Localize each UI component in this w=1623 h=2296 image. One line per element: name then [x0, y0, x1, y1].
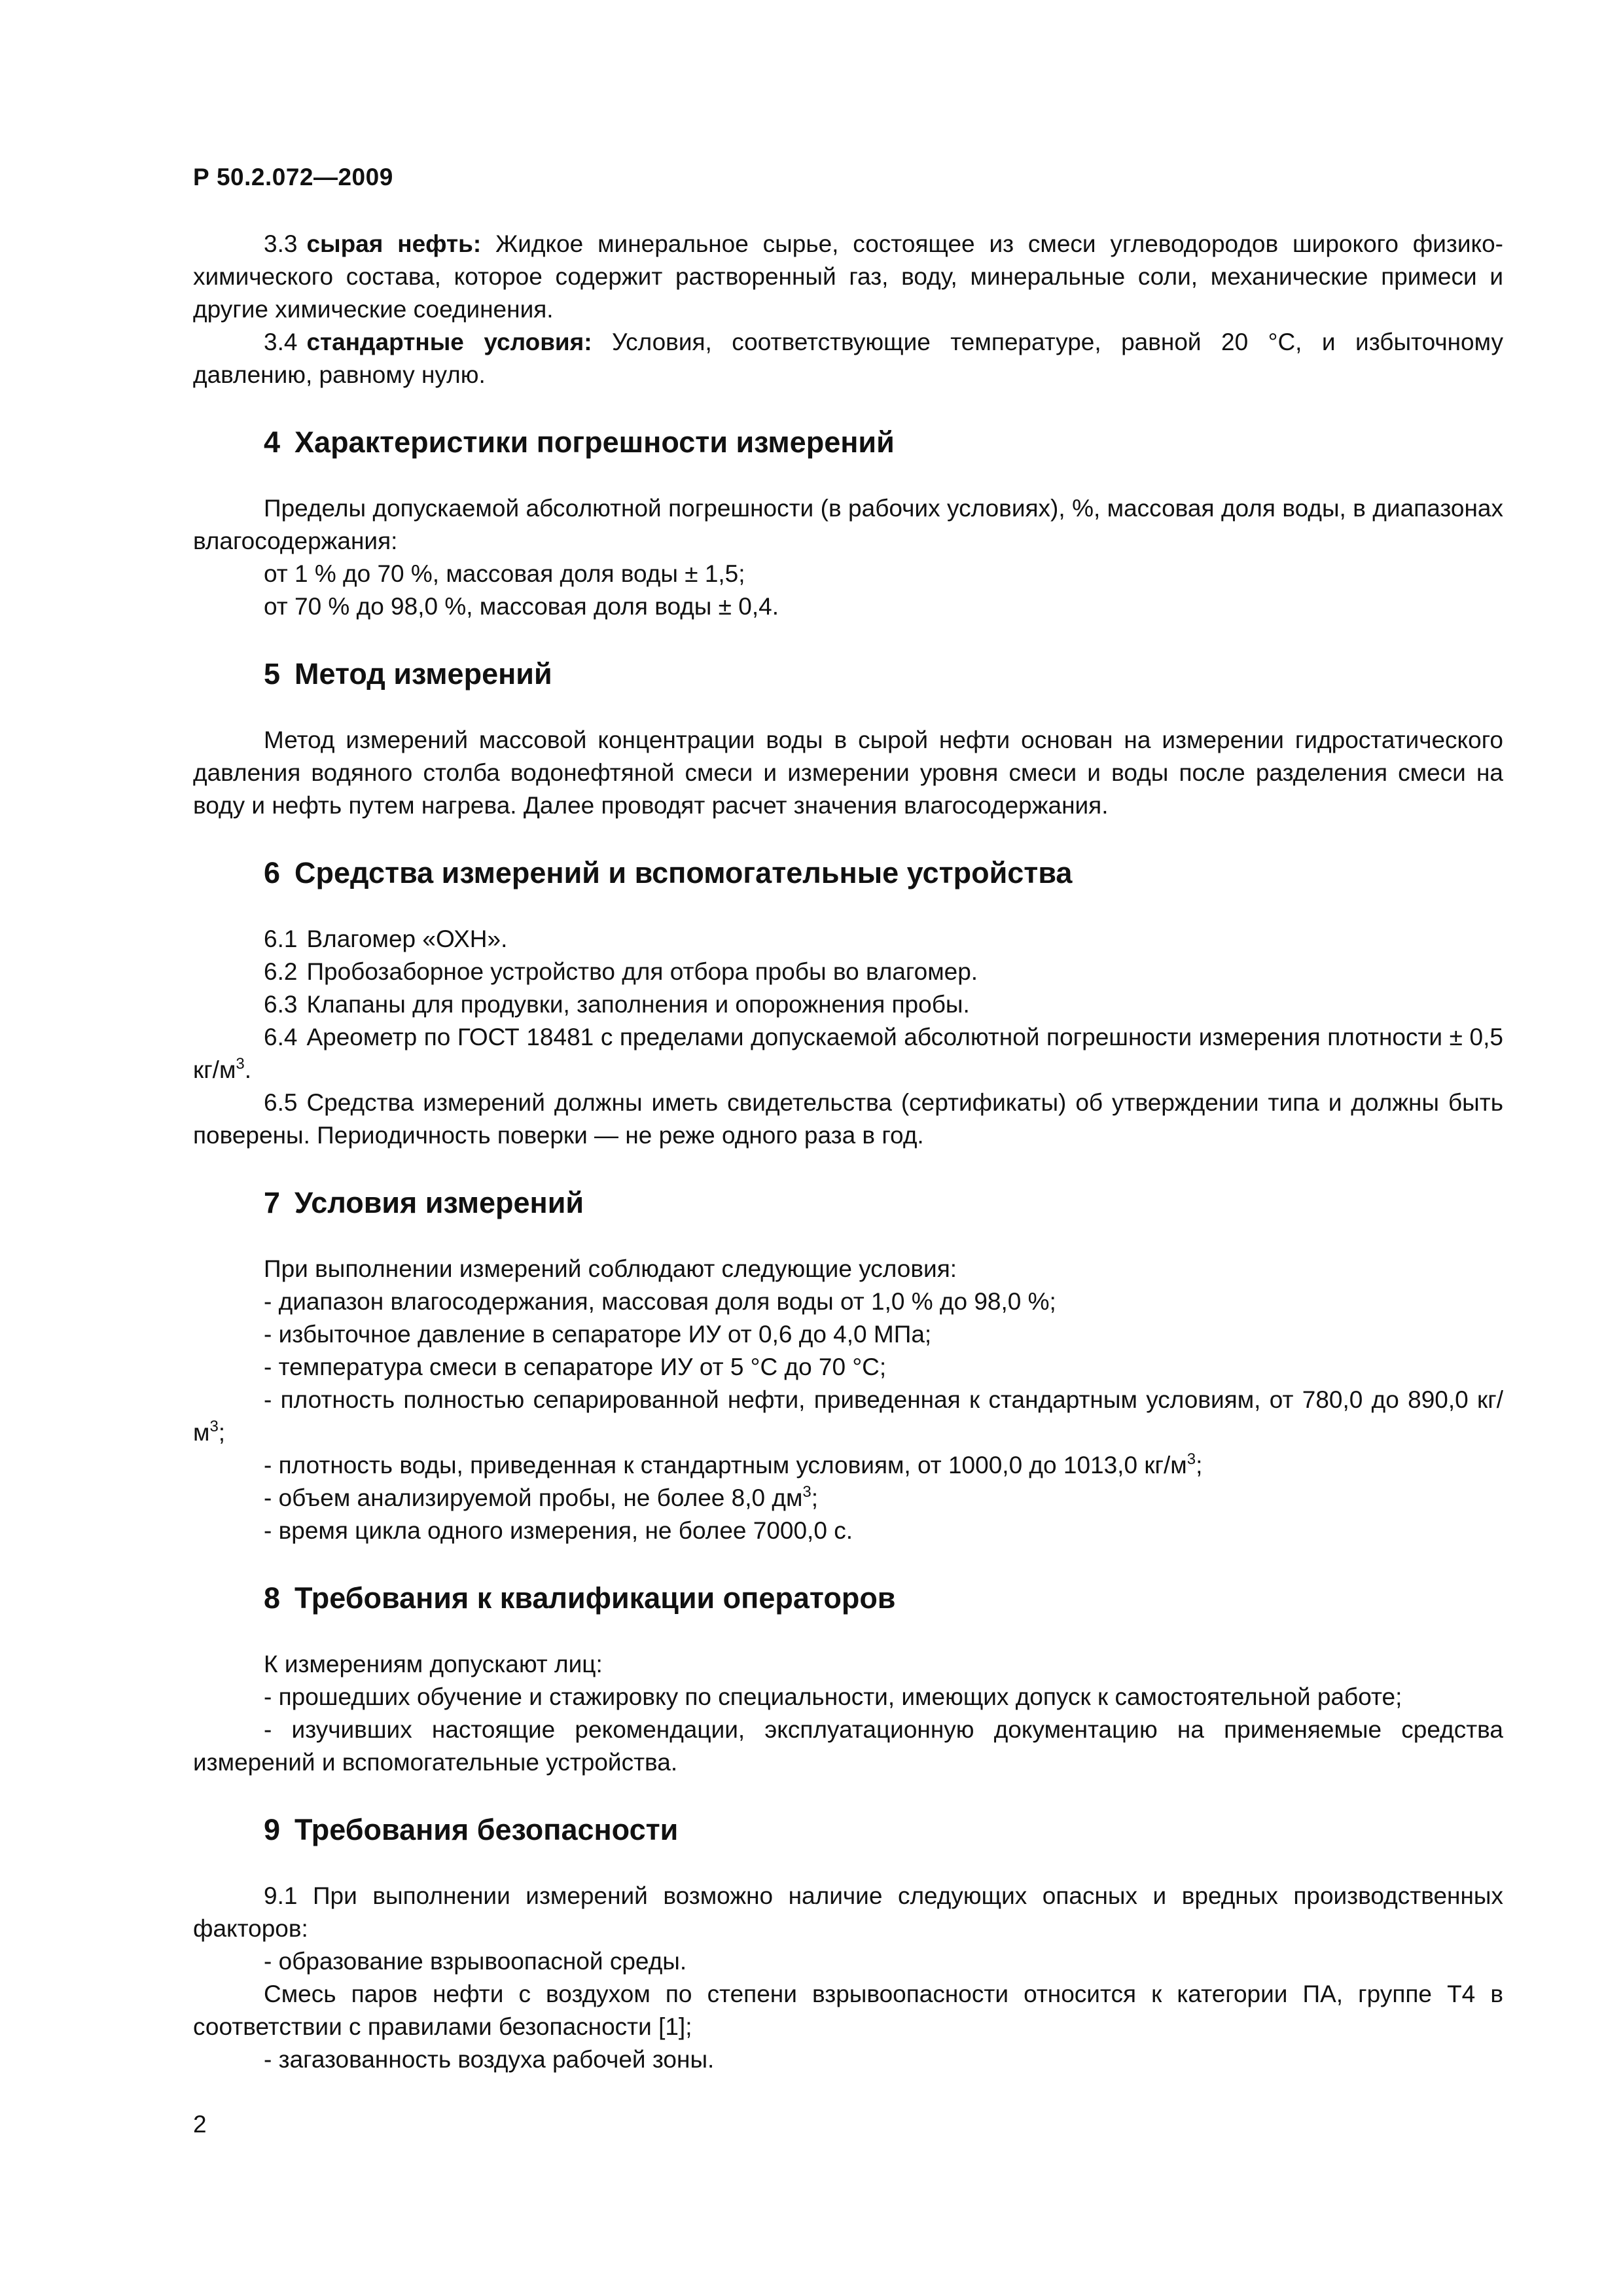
- condition-item: [193, 1384, 1503, 1449]
- clause-text: Пробозаборное устройство для отбора пробы во влагомер.: [306, 958, 978, 985]
- clause-tail: .: [244, 1056, 252, 1083]
- condition-text: - объем анализируемой пробы, не более 8,0 дм: [264, 1484, 803, 1511]
- hazard-item: - образование взрывоопасной среды.: [264, 1948, 687, 1975]
- superscript: 3: [1186, 1450, 1196, 1468]
- section-5-text: Метод измерений массовой концентрации воды в сырой нефти основан на измерении гидростатического давления водяного столба водонефтяной смеси и измерении уровня смеси и воды после разделения смеси на воду и нефть путем нагрева. Далее проводят расчет значения влагосодержания.: [193, 726, 1503, 819]
- term-standard-conditions: стандартные условия:: [306, 329, 592, 355]
- condition-item: - время цикла одного измерения, не более 7000,0 с.: [264, 1517, 853, 1544]
- condition-tail: ;: [811, 1484, 819, 1511]
- section-title: Метод измерений: [294, 657, 552, 691]
- clause-6-3: [193, 988, 1503, 1021]
- condition-tail: ;: [1196, 1452, 1203, 1479]
- clause-number: 6.3: [264, 991, 298, 1018]
- section-title: Характеристики погрешности измерений: [294, 425, 895, 459]
- section-heading-6: [193, 853, 1503, 893]
- paragraph-3-3: [193, 228, 1503, 326]
- explosion-category-text: Смесь паров нефти с воздухом по степени взрывоопасности относится к категории ПА, группе Т4 в соответствии с правилами безопасности [1];: [193, 1981, 1503, 2040]
- section-heading-5: [193, 655, 1503, 694]
- section-title: Средства измерений и вспомогательные устройства: [294, 856, 1073, 889]
- section-7-intro: При выполнении измерений соблюдают следующие условия:: [264, 1255, 957, 1282]
- condition-text: - плотность полностью сепарированной нефти, приведенная к стандартным условиям, от 780,0 до 890,0 кг/м: [193, 1386, 1503, 1446]
- condition-text: - плотность воды, приведенная к стандартным условиям, от 1000,0 до 1013,0 кг/м: [264, 1452, 1187, 1479]
- clause-text: Средства измерений должны иметь свидетельства (сертификаты) об утверждении типа и должны быть поверены. Периодичность поверки — не реже одного раза в год.: [193, 1089, 1503, 1149]
- section-number: 8: [264, 1581, 281, 1615]
- condition-item: - температура смеси в сепараторе ИУ от 5 °С до 70 °С;: [264, 1354, 887, 1380]
- section-4-intro: Пределы допускаемой абсолютной погрешности (в рабочих условиях), %, массовая доля воды, в диапазонах влагосодержания:: [193, 495, 1503, 554]
- clause-9-1: 9.1 При выполнении измерений возможно наличие следующих опасных и вредных производственных факторов:: [193, 1882, 1503, 1942]
- hazard-item: - загазованность воздуха рабочей зоны.: [264, 2046, 715, 2073]
- section-number: 7: [264, 1186, 281, 1219]
- definition-text: Условия, соответствующие температуре, равной 20 °С, и избыточному давлению, равному нулю.: [193, 329, 1503, 388]
- section-number: 5: [264, 657, 281, 691]
- section-number: 4: [264, 425, 281, 459]
- term-crude-oil: сырая нефть:: [306, 230, 482, 257]
- page-number: 2: [193, 2111, 207, 2138]
- definition-text: Жидкое минеральное сырье, состоящее из смеси углеводородов широкого физико-химического состава, которое содержит растворенный газ, воду, минеральные соли, механические примеси и другие химические соединения.: [193, 230, 1503, 323]
- clause-text: Влагомер «ОХН».: [306, 925, 508, 952]
- condition-item: - избыточное давление в сепараторе ИУ от 0,6 до 4,0 МПа;: [264, 1321, 932, 1348]
- condition-item: - диапазон влагосодержания, массовая доля воды от 1,0 % до 98,0 %;: [264, 1288, 1056, 1315]
- clause-number: 6.1: [264, 925, 298, 952]
- section-4-range-1: от 1 % до 70 %, массовая доля воды ± 1,5;: [264, 560, 745, 587]
- superscript: 3: [209, 1418, 219, 1435]
- section-4-range-2: от 70 % до 98,0 %, массовая доля воды ± 0,4.: [264, 593, 779, 620]
- section-heading-7: [193, 1183, 1503, 1223]
- section-title: Требования безопасности: [294, 1813, 679, 1846]
- clause-6-5: [193, 1086, 1503, 1152]
- clause-text: Ареометр по ГОСТ 18481 с пределами допускаемой абсолютной погрешности измерения плотности ± 0,5 кг/м: [193, 1024, 1503, 1083]
- condition-item: [193, 1449, 1503, 1482]
- clause-number: 6.5: [264, 1089, 298, 1116]
- section-number: 9: [264, 1813, 281, 1846]
- section-heading-9: [193, 1810, 1503, 1850]
- superscript: 3: [236, 1055, 245, 1073]
- section-heading-8: [193, 1579, 1503, 1618]
- qualification-item: - прошедших обучение и стажировку по специальности, имеющих допуск к самостоятельной работе;: [264, 1683, 1402, 1710]
- clause-number: 3.3: [264, 230, 298, 257]
- clause-6-4: [193, 1021, 1503, 1086]
- section-number: 6: [264, 856, 281, 889]
- clause-6-2: [193, 956, 1503, 988]
- section-title: Условия измерений: [294, 1186, 584, 1219]
- clause-number: 6.2: [264, 958, 298, 985]
- qualification-item: - изучивших настоящие рекомендации, эксплуатационную документацию на применяемые средства измерений и вспомогательные устройства.: [193, 1716, 1503, 1776]
- superscript: 3: [802, 1483, 812, 1501]
- condition-item: [193, 1482, 1503, 1515]
- document-code: Р 50.2.072—2009: [193, 164, 393, 190]
- page-content: [193, 228, 1503, 2076]
- clause-number: 3.4: [264, 329, 298, 355]
- clause-number: 6.4: [264, 1024, 298, 1050]
- clause-6-1: [193, 923, 1503, 956]
- section-8-intro: К измерениям допускают лиц:: [264, 1651, 603, 1677]
- section-title: Требования к квалификации операторов: [294, 1581, 896, 1615]
- clause-text: Клапаны для продувки, заполнения и опорожнения пробы.: [306, 991, 970, 1018]
- section-heading-4: [193, 423, 1503, 462]
- paragraph-3-4: [193, 326, 1503, 391]
- condition-tail: ;: [218, 1419, 226, 1446]
